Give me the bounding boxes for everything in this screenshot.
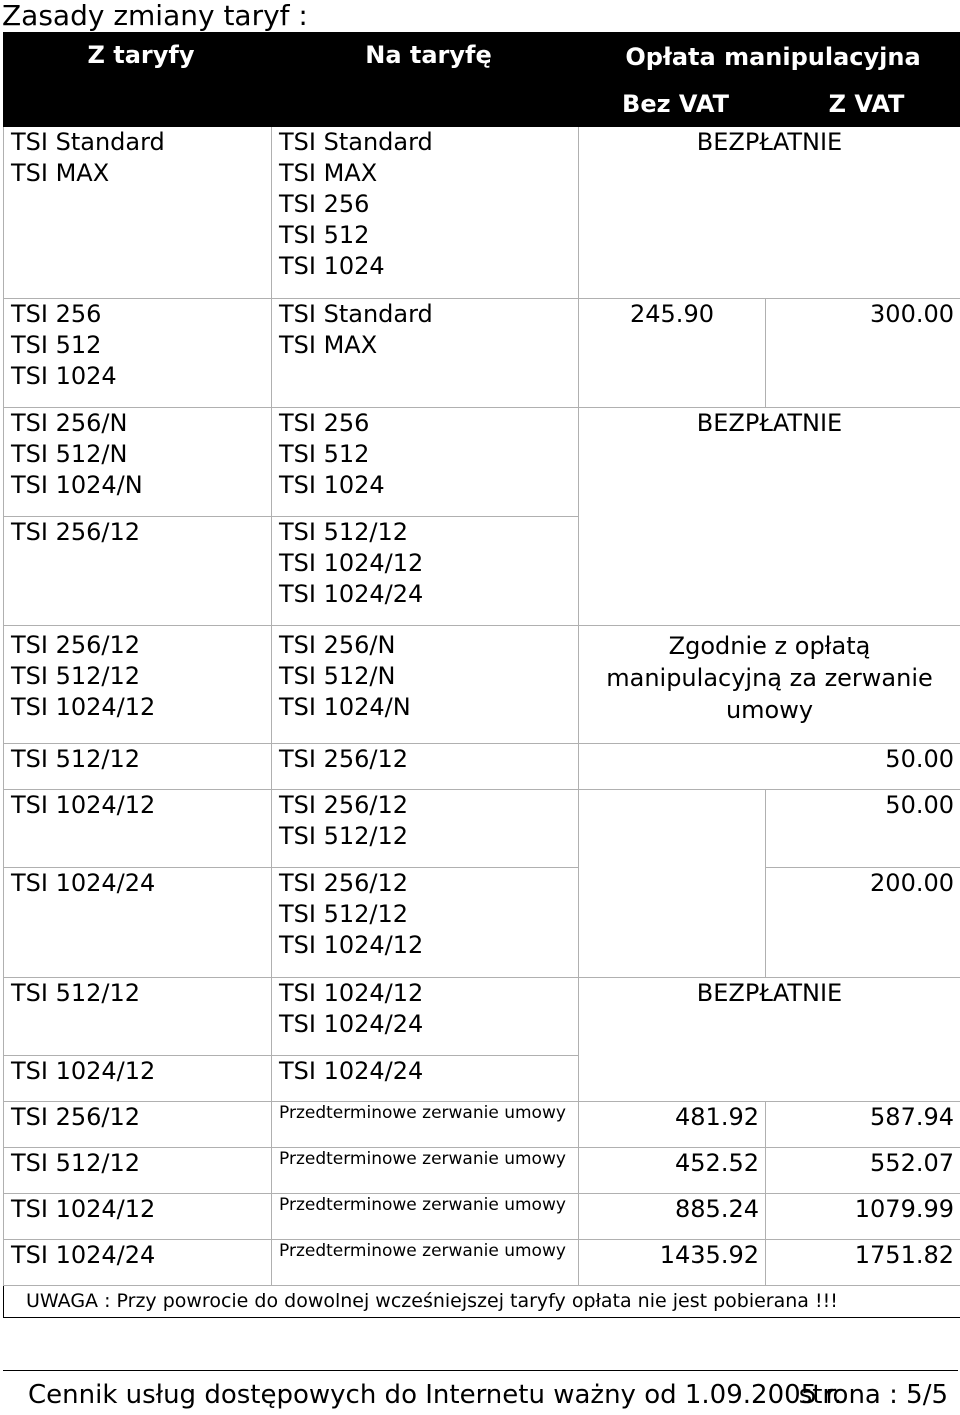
from-tariff: TSI 256 TSI 512 TSI 1024 xyxy=(4,299,272,408)
page-title: Zasady zmiany taryf : xyxy=(2,0,308,32)
table-row xyxy=(4,868,960,978)
fee-gross: 587.94 xyxy=(766,1102,960,1148)
header-fee: Opłata manipulacyjna xyxy=(579,33,960,82)
fee-net: 245.90 xyxy=(579,299,766,408)
from-tariff: TSI 1024/24 xyxy=(4,868,272,978)
fee-net: 885.24 xyxy=(579,1194,766,1240)
fee-value: Zgodnie z opłatą manipulacyjną za zerwanie umowy xyxy=(579,626,960,744)
from-tariff: TSI 1024/12 xyxy=(4,790,272,868)
from-tariff: TSI 1024/24 xyxy=(4,1240,272,1286)
table-row xyxy=(4,790,960,868)
fee-gross: 50.00 xyxy=(579,744,960,790)
fee-gross: 50.00 xyxy=(766,790,960,868)
header-from: Z taryfy xyxy=(4,33,272,127)
fee-net-empty xyxy=(579,790,766,978)
table-row xyxy=(4,626,960,744)
to-tariff: TSI 256/12 TSI 512/12 xyxy=(272,790,579,868)
to-tariff: TSI 1024/24 xyxy=(272,1056,579,1102)
table-row xyxy=(4,978,960,1056)
fee-gross: 1079.99 xyxy=(766,1194,960,1240)
to-tariff: Przedterminowe zerwanie umowy xyxy=(272,1102,579,1148)
fee-value: BEZPŁATNIE xyxy=(579,127,960,299)
fee-net: 452.52 xyxy=(579,1148,766,1194)
footer-page-number: strona : 5/5 xyxy=(798,1380,948,1410)
to-tariff: Przedterminowe zerwanie umowy xyxy=(272,1148,579,1194)
header-net: Bez VAT xyxy=(579,82,766,127)
table-row xyxy=(4,127,960,299)
table-row xyxy=(4,1194,960,1240)
to-tariff: TSI 256/12 TSI 512/12 TSI 1024/12 xyxy=(272,868,579,978)
fee-gross: 1751.82 xyxy=(766,1240,960,1286)
fee-value: BEZPŁATNIE xyxy=(579,978,960,1102)
footer-pricelist-text: Cennik usług dostępowych do Internetu ważny od 1.09.2005 r. xyxy=(28,1380,843,1410)
from-tariff: TSI 1024/12 xyxy=(4,1194,272,1240)
table-row xyxy=(4,744,960,790)
to-tariff: Przedterminowe zerwanie umowy xyxy=(272,1194,579,1240)
to-tariff: Przedterminowe zerwanie umowy xyxy=(272,1240,579,1286)
table-row xyxy=(4,1102,960,1148)
to-tariff: TSI 256/N TSI 512/N TSI 1024/N xyxy=(272,626,579,744)
note: UWAGA : Przy powrocie do dowolnej wcześniejszej taryfy opłata nie jest pobierana !!! xyxy=(4,1286,960,1318)
to-tariff: TSI 512/12 TSI 1024/12 TSI 1024/24 xyxy=(272,517,579,626)
from-tariff: TSI 1024/12 xyxy=(4,1056,272,1102)
footer-divider xyxy=(3,1370,958,1371)
from-tariff: TSI 256/12 xyxy=(4,517,272,626)
tariff-change-table xyxy=(3,32,960,1318)
fee-net: 1435.92 xyxy=(579,1240,766,1286)
from-tariff: TSI 256/12 xyxy=(4,1102,272,1148)
to-tariff: TSI 1024/12 TSI 1024/24 xyxy=(272,978,579,1056)
fee-gross: 552.07 xyxy=(766,1148,960,1194)
header-gross: Z VAT xyxy=(766,82,960,127)
from-tariff: TSI Standard TSI MAX xyxy=(4,127,272,299)
from-tariff: TSI 512/12 xyxy=(4,744,272,790)
fee-gross: 200.00 xyxy=(766,868,960,978)
table-row xyxy=(4,1148,960,1194)
header-to: Na taryfę xyxy=(272,33,579,127)
to-tariff: TSI 256/12 xyxy=(272,744,579,790)
to-tariff: TSI 256 TSI 512 TSI 1024 xyxy=(272,408,579,517)
to-tariff: TSI Standard TSI MAX TSI 256 TSI 512 TSI 1024 xyxy=(272,127,579,299)
from-tariff: TSI 256/N TSI 512/N TSI 1024/N xyxy=(4,408,272,517)
note-row xyxy=(4,1286,960,1318)
from-tariff: TSI 256/12 TSI 512/12 TSI 1024/12 xyxy=(4,626,272,744)
from-tariff: TSI 512/12 xyxy=(4,1148,272,1194)
fee-net: 481.92 xyxy=(579,1102,766,1148)
fee-gross: 300.00 xyxy=(766,299,960,408)
table-row xyxy=(4,1240,960,1286)
to-tariff: TSI Standard TSI MAX xyxy=(272,299,579,408)
fee-value: BEZPŁATNIE xyxy=(579,408,960,626)
table-row xyxy=(4,299,960,408)
table-row xyxy=(4,408,960,517)
from-tariff: TSI 512/12 xyxy=(4,978,272,1056)
